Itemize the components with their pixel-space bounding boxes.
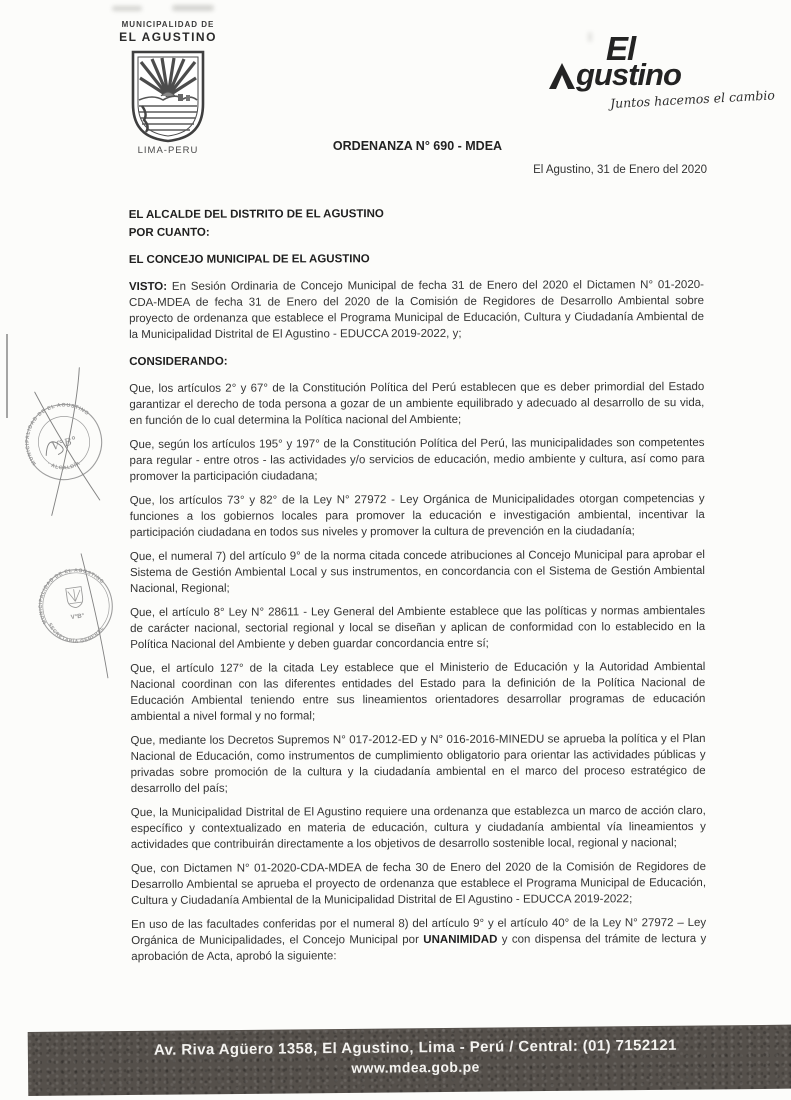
scan-smudge	[112, 6, 142, 11]
scan-smudge	[172, 5, 214, 11]
footer-bar	[28, 1025, 791, 1096]
brand-name-text: gustino	[576, 57, 681, 92]
svg-text:MUNICIPALIDAD DE EL AGUSTINO: MUNICIPALIDAD DE EL AGUSTINO	[24, 402, 91, 466]
vobo-mark: V°B°	[70, 612, 85, 622]
seal-org-small: MUNICIPALIDAD DE	[121, 20, 215, 29]
considerando-paragraph: Que, los artículos 73° y 82° de la Ley N° 27972 - Ley Orgánica de Municipalidades otorgan competencias y funciones a los gobiernos locales para promover la educación e investigación ambiental, incentivar la participación ciudadana en todos sus niveles y promover la cultura de prevención en la ciudadanía;	[129, 492, 705, 540]
municipal-shield-icon	[128, 48, 208, 143]
closing-paragraph: En uso de las facultades conferidas por el numeral 8) del artículo 9° y el artículo 40° de la Ley N° 27972 – Ley Orgánica de Municipalidades, el Concejo Municipal por UNANIMIDAD y con dispensa del trámite de lectura y aprobación de Acta, aprobó la siguiente:	[131, 916, 707, 964]
considerando-paragraph: Que, el artículo 127° de la citada Ley establece que el Ministerio de Educación y la Autoridad Ambiental Nacional coordinan con las diferentes entidades del Estado para la definición de la Política Nacional de Educación Ambiental teniendo entre sus lineamientos orientadores desarrollar programas de educación ambiental a nivel formal y no formal;	[130, 660, 706, 724]
svg-text:MUNICIPALIDAD DE EL AGUSTINO: MUNICIPALIDAD DE EL AGUSTINO	[37, 567, 105, 625]
footer-address: Av. Riva Agüero 1358, El Agustino, Lima - Perú / Central: (01) 7152121	[153, 1036, 677, 1059]
considerando-paragraph: Que, el numeral 7) del artículo 9° de la norma citada concede atribuciones al Concejo Municipal para aprobar el Sistema de Gestión Ambiental Local y sus instrumentos, en concordancia con el Sistema de Gestión Ambiental Nacional, Regional;	[129, 548, 705, 596]
visto-lead: VISTO:	[128, 280, 168, 294]
seal-org-name: EL AGUSTINO	[119, 30, 217, 44]
brand-logo	[548, 30, 776, 111]
svg-text:· ALCALDÍA ·: · ALCALDÍA ·	[45, 457, 86, 472]
pen-stroke	[81, 553, 108, 680]
por-cuanto-line: POR CUANTO:	[128, 226, 210, 240]
addressee-line: EL ALCALDE DEL DISTRITO DE EL AGUSTINO	[128, 208, 384, 222]
visto-text: En Sesión Ordinaria de Concejo Municipal de fecha 31 de Enero del 2020 el Dictamen N° 01-2020-CDA-MDEA de fecha 31 de Enero del 2020 de la Comisión de Regidores de Desarrollo Ambiental sobre proyecto de ordenanza que establece el Programa Municipal de Educación, Cultura y Ciudadanía Ambiental de la Municipalidad Distrital de El Agustino - EDUCCA 2019-2022, y;	[128, 278, 705, 342]
brand-el-text: El	[606, 30, 636, 67]
vobo-mark: V°B°	[50, 434, 79, 454]
unanimidad-text: UNANIMIDAD	[423, 933, 498, 946]
visto-paragraph	[129, 277, 704, 343]
seal-location: LIMA-PERU	[137, 145, 199, 156]
considerando-paragraph: Que, el artículo 8° Ley N° 28611 - Ley General del Ambiente establece que las políticas y normas ambientales de carácter nacional, sectorial regional y local se diseñan y aplican de conformidad con lo establecido en la Política Nacional del Ambiente y deben guardar concordancia entre sí;	[130, 604, 706, 652]
considerando-paragraph: Que, mediante los Decretos Supremos N° 017-2012-ED y N° 016-2016-MINEDU se aprueba la política y el Plan Nacional de Educación, como instrumentos de cumplimiento obligatorio para orientar las actividades públicas y privadas sobre promoción de la cultura y la ciudadanía ambiental en el marco del proceso estratégico de desarrollo del país;	[130, 732, 706, 796]
footer-website: www.mdea.gob.pe	[351, 1058, 480, 1076]
considerando-paragraph: Que, con Dictamen N° 01-2020-CDA-MDEA de fecha 30 de Enero del 2020 de la Comisión de Regidores de Desarrollo Ambiental se aprueba el proyecto de ordenanza que establece el Programa Municipal de Educación, Cultura y Ciudadanía Ambiental de la Municipalidad Distrital de El Agustino - EDUCCA 2019-2022;	[130, 860, 707, 908]
considerando-paragraph: Que, según los artículos 195° y 197° de la Constitución Política del Perú, las municipalidades son competentes para regular - entre otros - las actividades y/o servicios de educación, medio ambiente y cultura, así como para promover la participación ciudadana;	[129, 436, 705, 484]
considerando-paragraph: Que, los artículos 2° y 67° de la Constitución Política del Perú establecen que es deber primordial del Estado garantizar el derecho de toda persona a gozar de un ambiente equilibrado y adecuado al desarrollo de su vida, en función de lo cual determina la Política nacional del Ambiente;	[129, 380, 705, 428]
council-line: EL CONCEJO MUNICIPAL DE EL AGUSTINO	[128, 253, 370, 267]
ordinance-title: ORDENANZA N° 690 - MDEA	[332, 139, 503, 153]
municipal-seal-block	[98, 20, 238, 156]
triangle-a-icon	[548, 62, 576, 90]
considerando-paragraph: Que, la Municipalidad Distrital de El Agustino requiere una ordenanza que establezca un marco de acción claro, específico y contextualizado en materia de educación, cultura y ciudadanía ambiental vía lineamientos y actividades que contribuirán directamente a los objetivos de desarrollo sostenible local, regional y nacional;	[130, 804, 706, 852]
secretaria-stamp	[15, 545, 137, 667]
document-body	[129, 205, 707, 973]
considerando-heading: CONSIDERANDO:	[129, 355, 228, 369]
svg-text:SECRETARÍA GENERAL: SECRETARÍA GENERAL	[46, 622, 106, 645]
document-date: El Agustino, 31 de Enero del 2020	[533, 164, 707, 176]
alcaldia-stamp	[0, 373, 133, 512]
brand-tagline: Juntos hacemos el cambio	[609, 87, 776, 111]
